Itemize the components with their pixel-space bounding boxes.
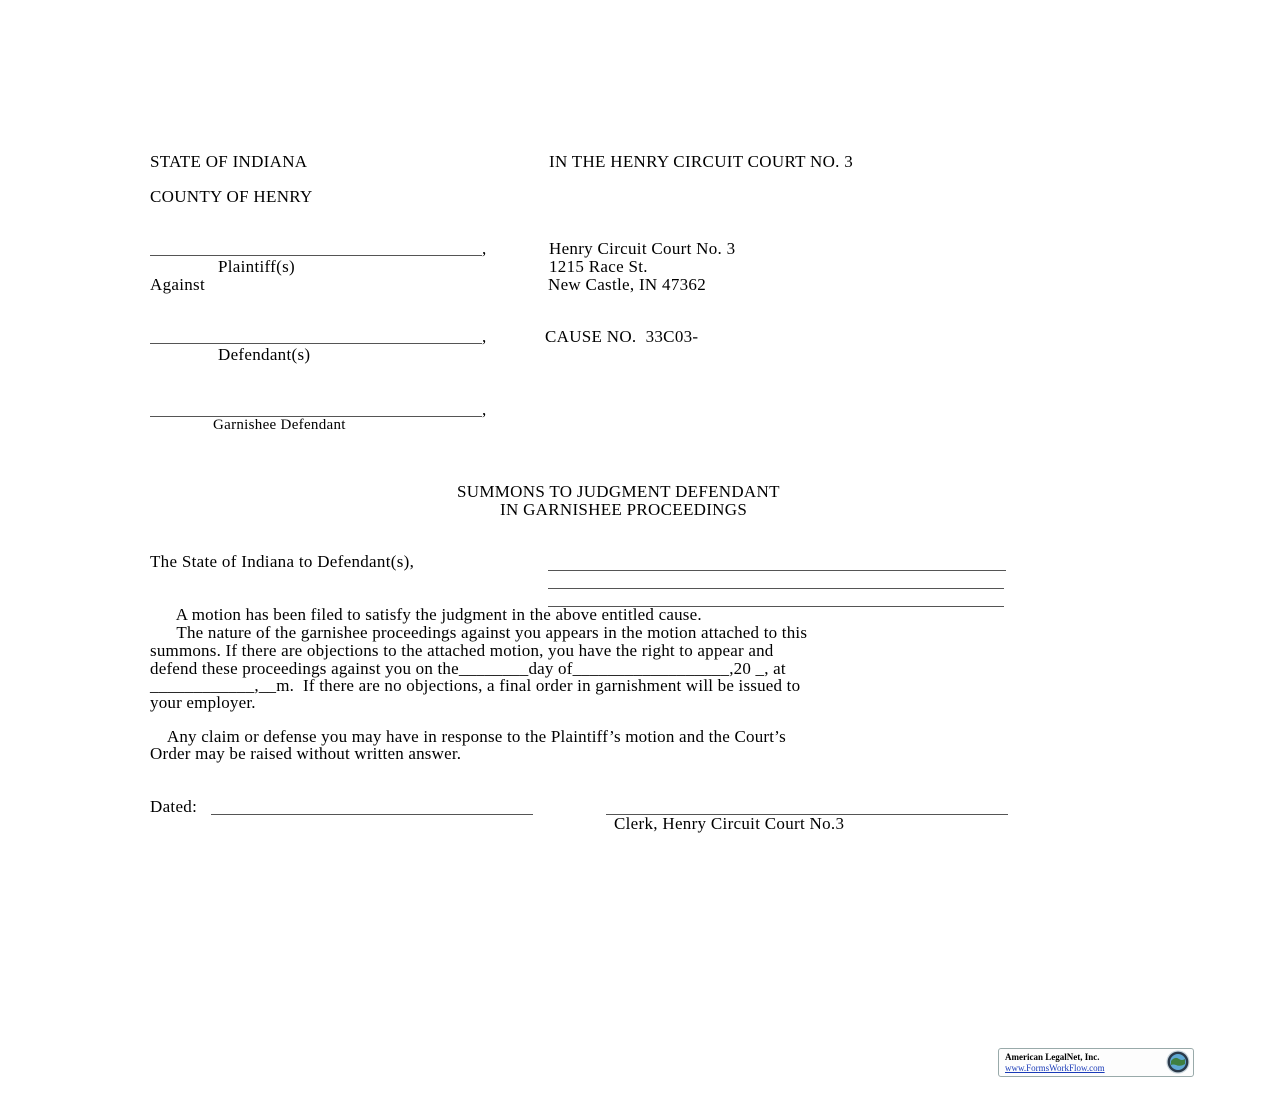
paragraph-1-line-5: ____________,__m. If there are no objections, a final order in garnishment will be issued to [150,676,801,695]
plaintiff-comma: , [482,239,487,258]
paragraph-1-line-6: your employer. [150,693,256,712]
county-heading: COUNTY OF HENRY [150,187,313,206]
dated-line[interactable] [211,814,533,815]
court-address-line3: New Castle, IN 47362 [548,275,707,294]
court-address-line2: 1215 Race St. [549,257,648,276]
defendant-label: Defendant(s) [218,345,311,364]
court-heading: IN THE HENRY CIRCUIT COURT NO. 3 [549,152,854,171]
document-title-line1: SUMMONS TO JUDGMENT DEFENDANT [457,482,780,501]
globe-icon [1166,1050,1190,1074]
logo-company-name: American LegalNet, Inc. [1005,1052,1100,1062]
address-to-defendants: The State of Indiana to Defendant(s), [150,552,415,571]
state-heading: STATE OF INDIANA [150,152,308,171]
paragraph-1-line-3: summons. If there are objections to the attached motion, you have the right to appear and [150,641,774,660]
dated-label: Dated: [150,797,198,816]
american-legalnet-logo [998,1048,1194,1077]
document-title-line2: IN GARNISHEE PROCEEDINGS [500,500,748,519]
paragraph-2-line-2: Order may be raised without written answer. [150,744,462,763]
defendant-address-line-2[interactable] [548,588,1004,589]
against-label: Against [150,275,205,294]
defendant-name-line[interactable] [150,343,482,344]
cause-number: CAUSE NO. 33C03- [545,327,699,346]
plaintiff-label: Plaintiff(s) [218,257,295,276]
paragraph-2-line-1: Any claim or defense you may have in response to the Plaintiff’s motion and the Court’s [150,727,786,746]
defendant-address-line-1[interactable] [548,570,1006,571]
paragraph-1-line-2: The nature of the garnishee proceedings against you appears in the motion attached to this [150,623,808,642]
paragraph-1-line-1: A motion has been filed to satisfy the judgment in the above entitled cause. [150,605,702,624]
clerk-label: Clerk, Henry Circuit Court No.3 [614,814,845,833]
paragraph-1-line-4: defend these proceedings against you on the________day of__________________,20 _, at [150,659,786,678]
garnishee-label: Garnishee Defendant [213,417,346,433]
court-address-line1: Henry Circuit Court No. 3 [549,239,736,258]
defendant-comma: , [482,327,487,346]
garnishee-comma: , [482,400,487,419]
plaintiff-name-line[interactable] [150,255,482,256]
logo-website-link[interactable]: www.FormsWorkFlow.com [1005,1063,1105,1073]
